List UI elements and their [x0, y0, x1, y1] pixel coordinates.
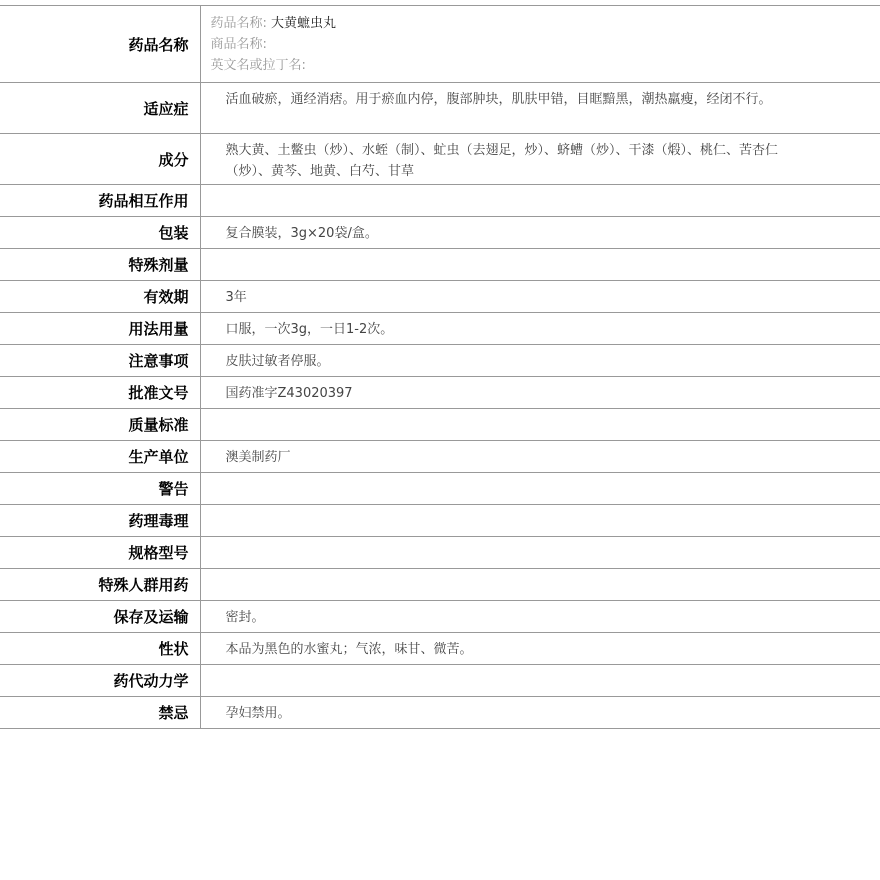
row-label: 生产单位: [0, 441, 200, 473]
table-row-precautions: [0, 345, 880, 377]
table-row-manufacturer: [0, 441, 880, 473]
row-label: 保存及运输: [0, 601, 200, 633]
trade-name-line: [211, 34, 880, 55]
row-label: 禁忌: [0, 697, 200, 729]
row-value: 3年: [225, 290, 247, 305]
row-label-drug-name: 药品名称: [0, 6, 200, 83]
row-label: 批准文号: [0, 377, 200, 409]
table-row-interactions: [0, 185, 880, 217]
row-label: 用法用量: [0, 313, 200, 345]
row-value: [200, 505, 880, 537]
row-value: [200, 569, 880, 601]
english-name-line: [211, 55, 880, 76]
drug-info-table: [0, 5, 880, 729]
table-row-package: [0, 217, 880, 249]
table-row-approval-number: [0, 377, 880, 409]
row-value: 复合膜装，3g×20袋/盒。: [225, 226, 378, 241]
row-label: 规格型号: [0, 537, 200, 569]
row-label: 适应症: [0, 83, 200, 134]
row-value: 密封。: [225, 610, 265, 625]
table-row-special-dosage: [0, 249, 880, 281]
row-label: 特殊剂量: [0, 249, 200, 281]
row-value: 本品为黑色的水蜜丸；气浓，味甘、微苦。: [225, 642, 473, 657]
english-name-key: 英文名或拉丁名:: [210, 58, 306, 73]
row-label: 药品相互作用: [0, 185, 200, 217]
row-label: 质量标准: [0, 409, 200, 441]
row-value: 活血破瘀，通经消痞。用于瘀血内停，腹部肿块，肌肤甲错，目眶黯黑，潮热羸瘦，经闭不行。: [225, 92, 772, 107]
row-value: [200, 665, 880, 697]
table-row-pharmacokinetics: [0, 665, 880, 697]
table-row-quality-standard: [0, 409, 880, 441]
row-label: 注意事项: [0, 345, 200, 377]
drug-name-cell: [200, 6, 880, 83]
row-label: 有效期: [0, 281, 200, 313]
row-value: 孕妇禁用。: [225, 706, 291, 721]
row-label: 药代动力学: [0, 665, 200, 697]
table-row-drug-name: [0, 6, 880, 83]
row-label: 警告: [0, 473, 200, 505]
generic-name-key: 药品名称:: [210, 16, 267, 31]
trade-name-key: 商品名称:: [210, 37, 267, 52]
table-row-specification: [0, 537, 880, 569]
row-value: 国药准字Z43020397: [225, 386, 353, 401]
table-row-storage: [0, 601, 880, 633]
row-label: 性状: [0, 633, 200, 665]
row-label: 包装: [0, 217, 200, 249]
table-row-pharmacology: [0, 505, 880, 537]
row-value: [200, 537, 880, 569]
row-label: 药理毒理: [0, 505, 200, 537]
table-row-contraindications: [0, 697, 880, 729]
table-row-indications: [0, 83, 880, 134]
row-value: 澳美制药厂: [225, 450, 291, 465]
row-value: 熟大黄、土鳖虫（炒）、水蛭（制）、虻虫（去翅足，炒）、蛴螬（炒）、干漆（煅）、桃仁、苦杏仁（炒）、黄芩、地黄、白芍、甘草: [225, 143, 779, 179]
row-value: [200, 473, 880, 505]
generic-name-value: 大黄蟅虫丸: [271, 16, 337, 31]
row-value: [200, 409, 880, 441]
row-value: 口服，一次3g，一日1-2次。: [225, 322, 394, 337]
row-value: 皮肤过敏者停服。: [225, 354, 330, 369]
row-value: [200, 185, 880, 217]
table-row-dosage: [0, 313, 880, 345]
table-row-shelf-life: [0, 281, 880, 313]
row-label: 成分: [0, 134, 200, 185]
table-row-description: [0, 633, 880, 665]
generic-name-line: [211, 13, 880, 34]
row-value: [200, 249, 880, 281]
table-row-ingredients: [0, 134, 880, 185]
row-label: 特殊人群用药: [0, 569, 200, 601]
table-row-special-population: [0, 569, 880, 601]
table-row-warning: [0, 473, 880, 505]
